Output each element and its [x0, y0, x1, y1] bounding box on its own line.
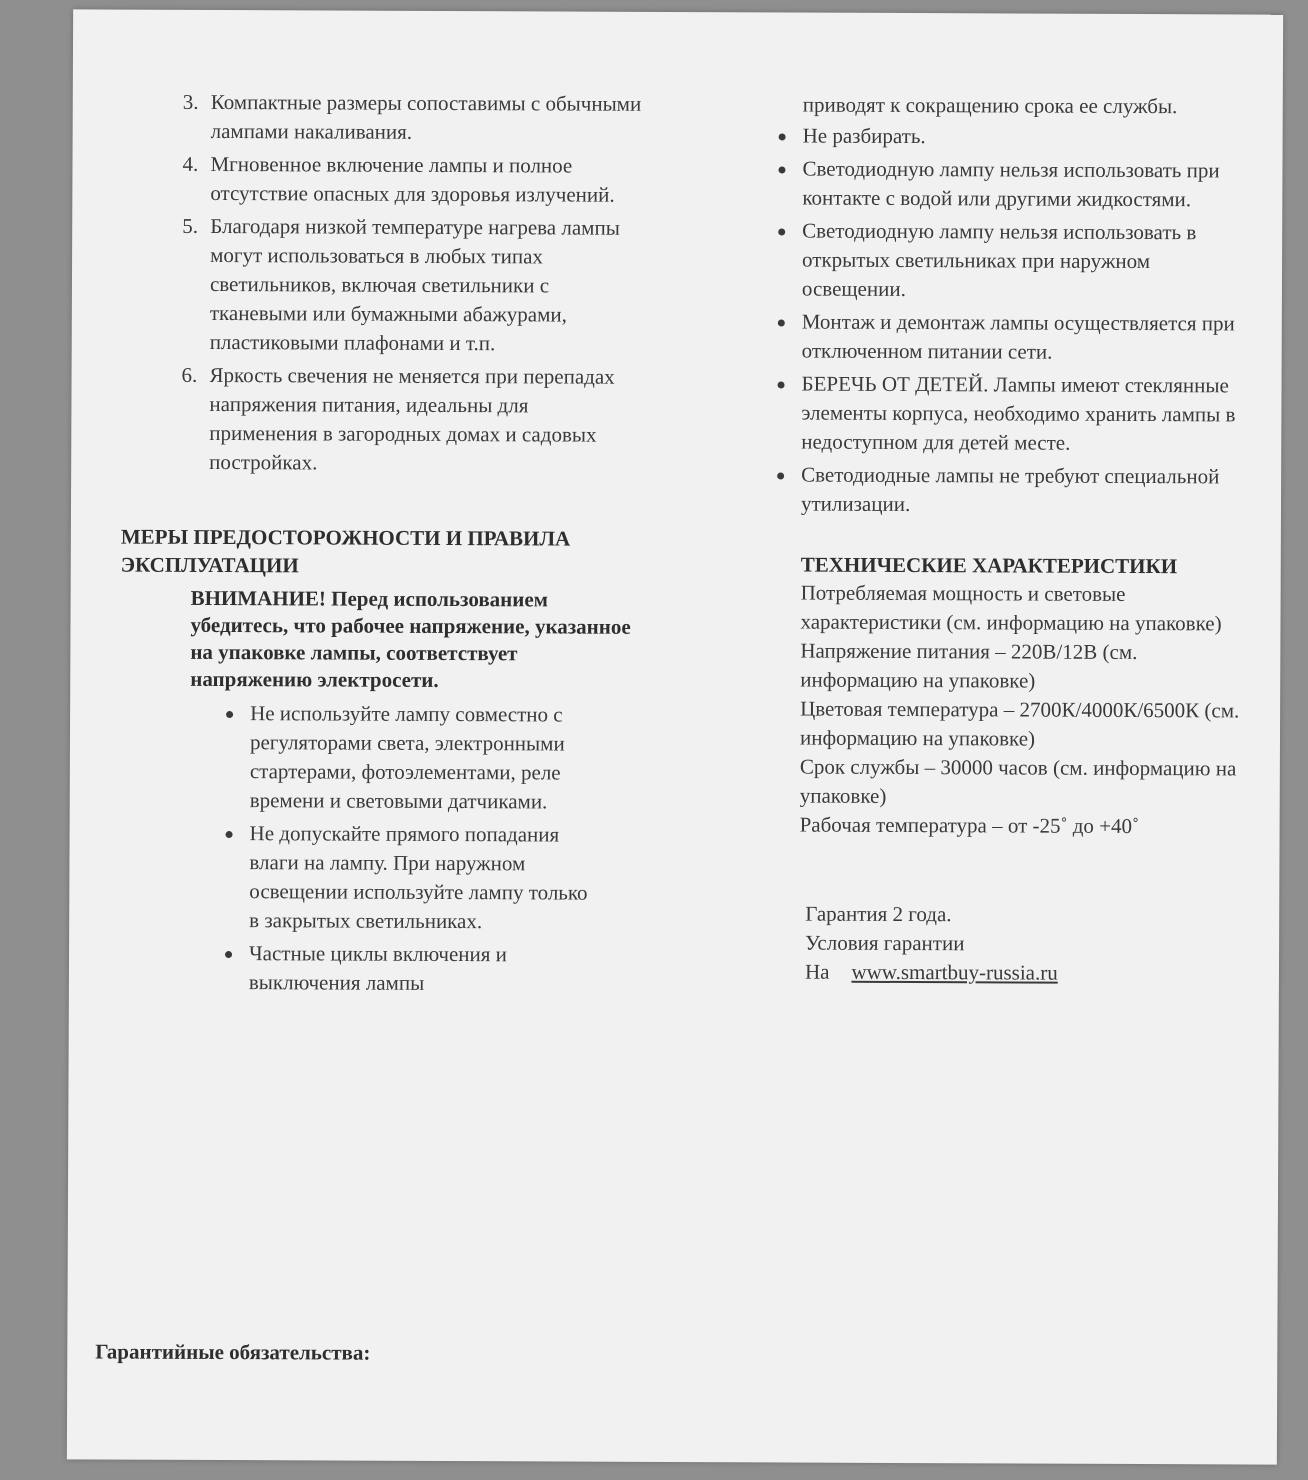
website-link[interactable]: www.smartbuy-russia.ru: [851, 959, 1058, 985]
feature-number: 5.: [182, 213, 199, 238]
precaution-item: Светодиодные лампы не требуют специальной утилизации.: [771, 460, 1241, 520]
precautions-heading: МЕРЫ ПРЕДОСТОРОЖНОСТИ И ПРАВИЛА ЭКСПЛУАТАЦИИ: [120, 524, 571, 578]
feature-text: Компактные размеры сопоставимы с обычными лампами накаливания.: [210, 89, 642, 144]
warranty-terms-label: Условия гарантии: [805, 930, 965, 956]
spec-line: Потребляемая мощность и световые характеристики (см. информацию на упаковке): [800, 580, 1222, 636]
voltage-warning: ВНИМАНИЕ! Перед использованием убедитесь, что рабочее напряжение, указанное на упаковке лампы, соответствует напряжению электросети.: [190, 585, 631, 692]
warranty-period: Гарантия 2 года.: [805, 901, 952, 927]
precaution-item: Не допускайте прямого попадания влаги на лампу. При наружном освещении используйте лампу только в закрытых светильниках.: [219, 819, 590, 937]
precaution-item: БЕРЕЧЬ ОТ ДЕТЕЙ. Лампы имеют стеклянные элементы корпуса, необходимо хранить лампы в недоступном для детей месте.: [771, 369, 1241, 458]
feature-text: Благодаря низкой температуре нагрева лампы могут использоваться в любых типах светильников, включая светильники с тканевыми или бумажными абажурами, пластиковыми плафонами и т.п.: [209, 213, 620, 356]
feature-number: 6.: [181, 362, 198, 387]
feature-item: [122, 212, 643, 359]
instruction-sheet: [67, 9, 1283, 1464]
precautions-list-left: [219, 699, 590, 999]
feature-text: Яркость свечения не меняется при перепадах напряжения питания, идеальны для применения в загородных домах и садовых постройках.: [209, 362, 615, 475]
warranty-link-prefix: На: [804, 959, 830, 984]
precaution-item: Светодиодную лампу нельзя использовать в открытых светильниках при наружном освещении.: [772, 216, 1242, 305]
warranty-link-line: [805, 958, 1239, 989]
precaution-item: Светодиодную лампу нельзя использовать при контакте с водой или другими жидкостями.: [772, 154, 1242, 214]
right-column: [769, 90, 1243, 988]
spec-line: Рабочая температура – от -25˚ до +40˚: [799, 812, 1140, 839]
feature-number: 4.: [182, 151, 199, 176]
feature-text: Мгновенное включение лампы и полное отсутствие опасных для здоровья излучений.: [210, 151, 615, 207]
left-column: [119, 88, 643, 1003]
precautions-list-right: [771, 121, 1243, 520]
spec-line: Цветовая температура – 2700К/4000К/6500К (см. информацию на упаковке): [799, 696, 1240, 751]
spec-line: Срок службы – 30000 часов (см. информацию на упаковке): [799, 754, 1237, 808]
feature-item: [121, 361, 642, 479]
precaution-item: Частные циклы включения и выключения лампы: [219, 939, 589, 999]
precaution-continuation: приводят к сокращению срока ее службы.: [802, 92, 1178, 119]
feature-number: 3.: [182, 89, 199, 114]
feature-item: [122, 150, 642, 210]
spec-line: Напряжение питания – 220В/12В (см. информацию на упаковке): [800, 638, 1138, 693]
specs-heading: ТЕХНИЧЕСКИЕ ХАРАКТЕРИСТИКИ: [800, 552, 1178, 579]
precaution-item: Не разбирать.: [773, 121, 1243, 152]
precaution-item: Не используйте лампу совместно с регуляторами света, электронными стартерами, фотоэлементами, реле времени и световыми датчиками.: [220, 699, 591, 817]
precaution-item: Монтаж и демонтаж лампы осуществляется при отключенном питании сети.: [772, 307, 1242, 367]
feature-item: [123, 88, 643, 148]
warranty-block: [769, 899, 1239, 988]
features-list: [121, 88, 643, 479]
warranty-obligations-title: Гарантийные обязательства:: [95, 1339, 371, 1365]
